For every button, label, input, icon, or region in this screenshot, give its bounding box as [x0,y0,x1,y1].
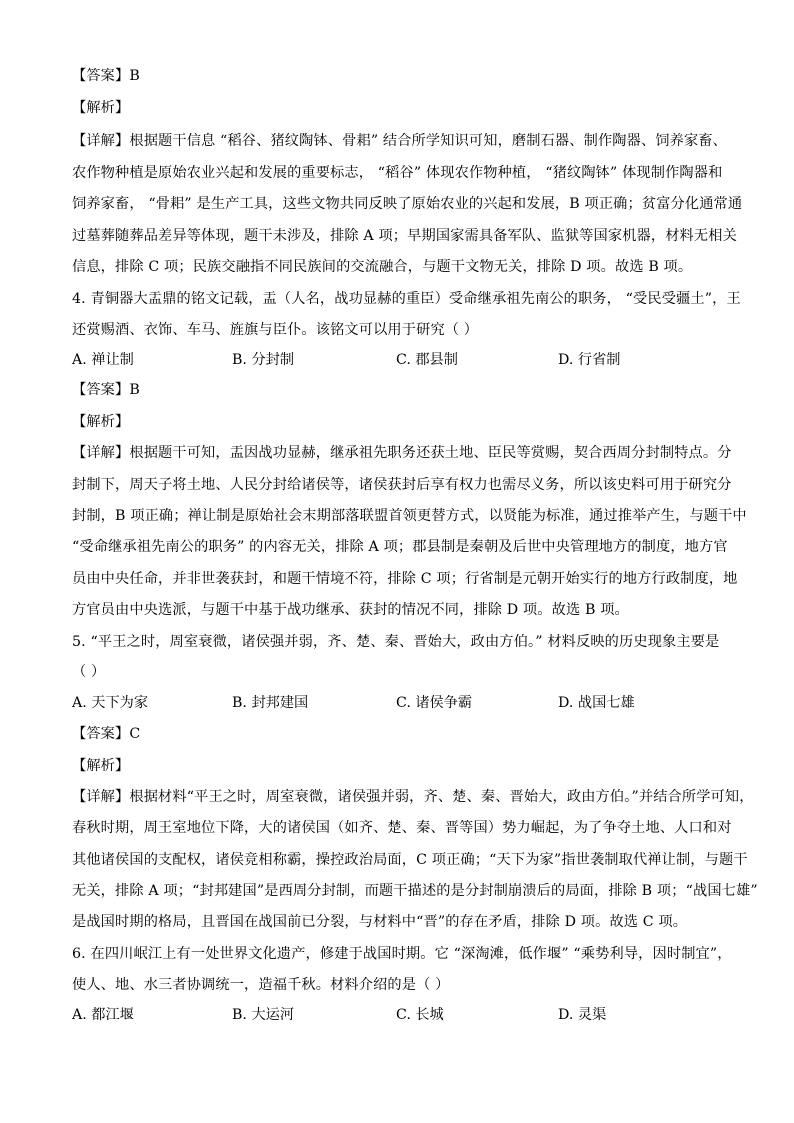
q4-detail-line: 【详解】根据题干可知，盂因战功显赫，继承祖先职务还获土地、臣民等赏赐，契合西周分封制特点。分 [72,445,732,461]
q3-detail-line: 【详解】根据题干信息 “稻谷、猪纹陶钵、骨耜” 结合所学知识可知，磨制石器、制作陶器、饲养家畜、 [72,133,727,149]
q3-analysis-label: 【解析】 [72,100,130,116]
q5-stem-line: （ ） [72,664,106,680]
q4-detail-line: 方官员由中央选派，与题干中基于战功继承、获封的情况不同，排除 D 项。故选 B 项。 [72,602,629,618]
q5-detail-line: 无关，排除 A 项；“封邦建国”是西周分封制，而题干描述的是分封制崩溃后的局面，排除 B 项；“战国七雄” [72,883,758,899]
q5-analysis-label: 【解析】 [72,758,130,774]
q4-detail-line: 封制，B 项正确；禅让制是原始社会末期部落联盟首领更替方式，以贤能为标准，通过推举产生，与题干中 [72,508,747,524]
q6-option-b: B. 大运河 [232,1007,295,1023]
q5-answer: 【答案】C [72,726,141,742]
q4-stem-line: 4. 青铜器大盂鼎的铭文记载，盂（人名，战功显赫的重臣）受命继承祖先南公的职务， “受民受疆土”，王 [72,291,741,307]
q5-detail-line: 是战国时期的格局，且晋国在战国前已分裂，与材料中“晋”的存在矛盾，排除 D 项。故选 C 项。 [72,914,688,930]
q3-detail-line: 饲养家畜， “骨耜” 是生产工具，这些文物共同反映了原始农业的兴起和发展，B 项正确；贫富分化通常通 [72,196,743,212]
q4-option-b: B. 分封制 [232,352,295,368]
q5-option-c: C. 诸侯争霸 [396,695,473,711]
q5-stem-line: 5. “平王之时，周室衰微，诸侯强并弱，齐、楚、秦、晋始大，政由方伯。” 材料反映的历史现象主要是 [72,634,720,650]
q5-option-b: B. 封邦建国 [232,695,309,711]
q6-stem-line: 使人、地、水三者协调统一，造福千秋。材料介绍的是（ ） [72,977,450,993]
q4-option-d: D. 行省制 [558,352,621,368]
q4-stem-line: 还赏赐酒、衣饰、车马、旌旗与臣仆。该铭文可以用于研究（ ） [72,322,479,338]
q4-option-c: C. 郡县制 [396,352,458,368]
q4-answer: 【答案】B [72,382,140,398]
q3-detail-line: 过墓葬随葬品差异等体现，题干未涉及，排除 A 项；早期国家需具备军队、监狱等国家机器，材料无相关 [72,228,737,244]
q4-option-a: A. 禅让制 [72,352,134,368]
q6-option-d: D. 灵渠 [558,1007,607,1023]
q4-detail-line: “受命继承祖先南公的职务” 的内容无关，排除 A 项；郡县制是秦朝及后世中央管理地方的制度，地方官 [72,539,728,555]
q6-option-c: C. 长城 [396,1007,444,1023]
q5-detail-line: 其他诸侯国的支配权，诸侯竞相称霸，操控政治局面，C 项正确；“天下为家”指世袭制取代禅让制，与题干 [72,852,748,868]
q5-option-d: D. 战国七雄 [558,695,635,711]
q3-detail-line: 信息，排除 C 项；民族交融指不同民族间的交流融合，与题干文物无关，排除 D 项。故选 B 项。 [72,259,693,275]
q4-detail-line: 员由中央任命，并非世袭获封，和题干情境不符，排除 C 项；行省制是元朝开始实行的地方行政制度，地 [72,571,738,587]
q6-option-a: A. 都江堰 [72,1007,134,1023]
q5-detail-line: 【详解】根据材料“平王之时，周室衰微，诸侯强并弱，齐、楚、秦、晋始大，政由方伯。”并结合所学可知， [72,789,754,805]
q4-analysis-label: 【解析】 [72,414,130,430]
q5-detail-line: 春秋时期，周王室地位下降，大的诸侯国（如齐、楚、秦、晋等国）势力崛起，为了争夺土地、人口和对 [72,820,732,836]
q5-option-a: A. 天下为家 [72,695,149,711]
q4-detail-line: 封制下，周天子将土地、人民分封给诸侯等，诸侯获封后享有权力也需尽义务，所以该史料可用于研究分 [72,477,732,493]
q6-stem-line: 6. 在四川岷江上有一处世界文化遗产，修建于战国时期。它 “深淘滩，低作堰” “乘势利导，因时制宜”， [72,946,732,962]
q3-answer: 【答案】B [72,68,140,84]
q3-detail-line: 农作物种植是原始农业兴起和发展的重要标志， “稻谷” 体现农作物种植， “猪纹陶钵” 体现制作陶器和 [72,165,723,181]
